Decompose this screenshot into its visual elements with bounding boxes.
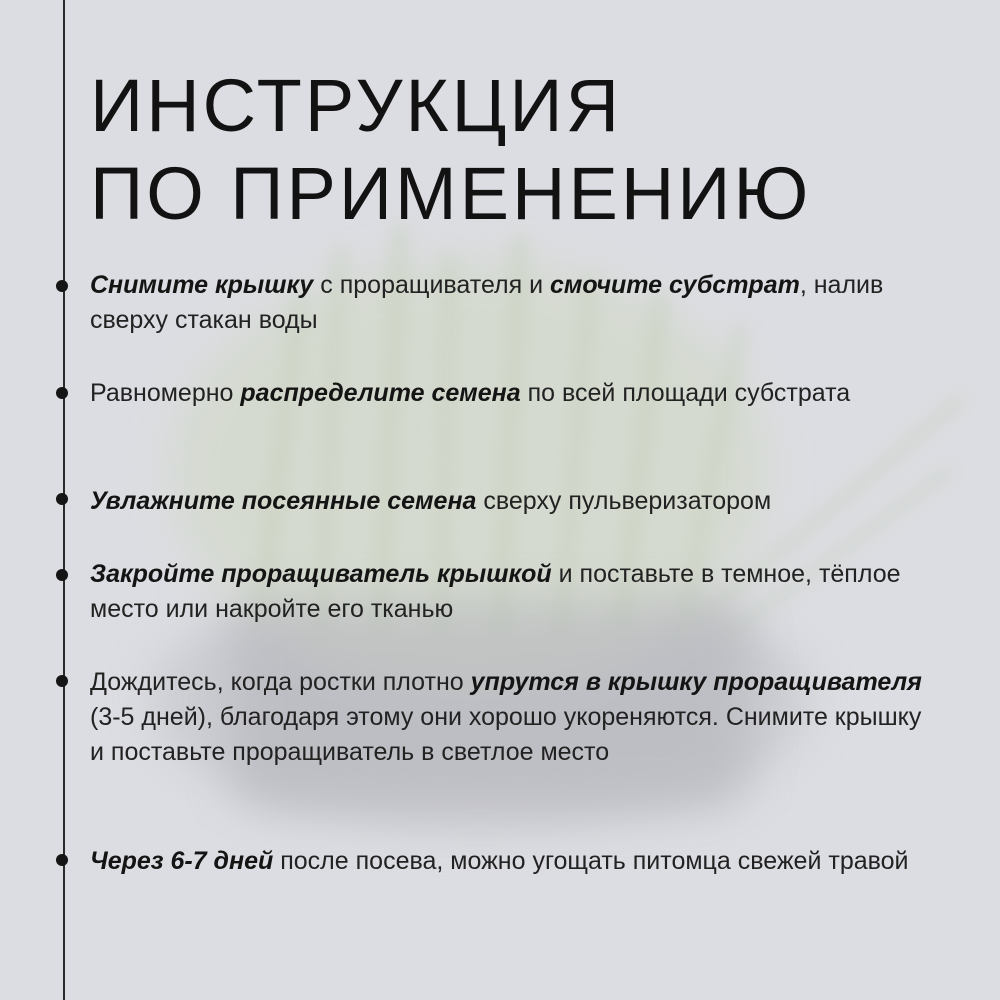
step-text: Дождитесь, когда ростки плотно: [90, 668, 471, 696]
step-3: [90, 484, 930, 519]
step-highlight-text: упрутся в крышку проращивателя: [470, 668, 922, 696]
title-line-1: ИНСТРУКЦИЯ: [90, 64, 623, 147]
bullet-dot: [56, 675, 68, 687]
step-text: , налив сверху стакан воды: [90, 271, 884, 334]
step-4: [90, 557, 930, 627]
bullet-dot: [56, 280, 68, 292]
step-2: [90, 376, 930, 411]
step-highlight-text: распределите семена: [240, 379, 521, 407]
bullet-dot: [56, 569, 68, 581]
step-6: [90, 844, 930, 879]
step-highlight-text: Увлажните посеянные семена: [90, 487, 477, 515]
bullet-dot: [56, 854, 68, 866]
step-highlight-text: смочите субстрат: [550, 271, 800, 299]
bullet-dot: [56, 493, 68, 505]
step-highlight-text: Закройте проращиватель крышкой: [90, 560, 552, 588]
step-text: (3-5 дней), благодаря этому они хорошо укореняются. Снимите крышку и поставьте проращиватель в светлое место: [90, 703, 922, 766]
step-highlight-text: Через 6-7 дней: [90, 847, 274, 875]
step-text: Равномерно: [90, 379, 241, 407]
step-text: и поставьте в темное, тёплое место или накройте его тканью: [90, 560, 901, 623]
step-text: после посева, можно угощать питомца свежей травой: [273, 847, 909, 875]
step-text: с проращивателя и: [313, 271, 551, 299]
step-highlight-text: Снимите крышку: [90, 271, 314, 299]
title-line-2: ПО ПРИМЕНЕНИЮ: [90, 152, 812, 235]
step-text: по всей площади субстрата: [520, 379, 851, 407]
step-5: [90, 665, 930, 770]
bullet-dot: [56, 387, 68, 399]
step-text: сверху пульверизатором: [476, 487, 772, 515]
step-1: [90, 268, 930, 338]
